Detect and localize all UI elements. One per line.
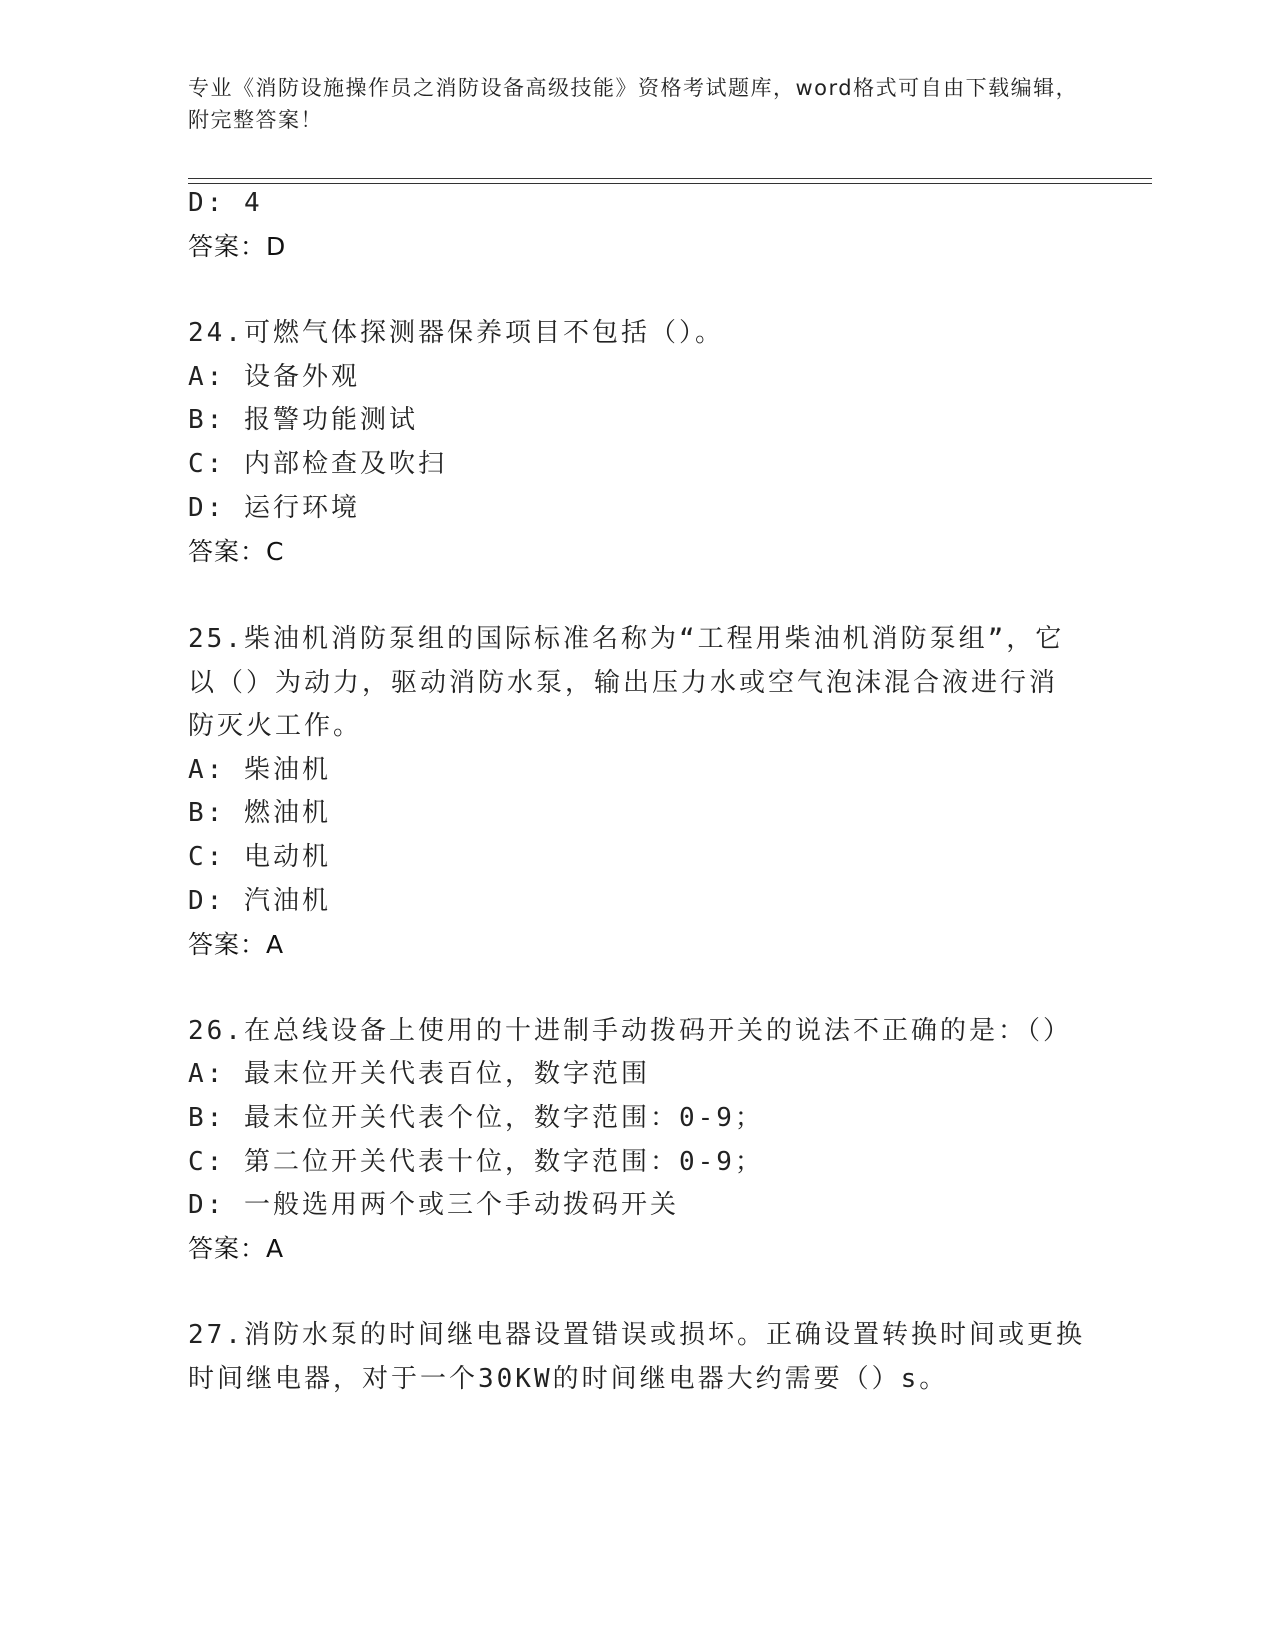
q25-option-d: D: 汽油机 [188, 886, 331, 916]
q25-stem-line-3: 防灭火工作。 [188, 711, 363, 741]
prev-answer: 答案：D [188, 232, 287, 261]
q25-stem-line-2: 以（）为动力，驱动消防水泵，输出压力水或空气泡沫混合液进行消 [188, 668, 1059, 698]
q25-option-b: B: 燃油机 [188, 798, 331, 828]
q26-option-a: A: 最末位开关代表百位，数字范围 [188, 1059, 650, 1089]
q25-stem-line-1: 25.柴油机消防泵组的国际标准名称为“工程用柴油机消防泵组”，它 [188, 624, 1065, 654]
q24-option-c: C: 内部检查及吹扫 [188, 449, 447, 479]
document-header: 专业《消防设施操作员之消防设备高级技能》资格考试题库，word格式可自由下载编辑，附完整答案！ [188, 76, 1079, 132]
q26-answer: 答案：A [188, 1234, 285, 1263]
header-rule-top [188, 178, 1152, 179]
q26-option-b: B: 最末位开关代表个位，数字范围：0-9； [188, 1103, 764, 1133]
q25-option-a: A: 柴油机 [188, 755, 331, 785]
q25-option-c: C: 电动机 [188, 842, 331, 872]
header-rule-bottom [188, 183, 1152, 184]
q25-answer: 答案：A [188, 930, 285, 959]
q27-stem-line-1: 27.消防水泵的时间继电器设置错误或损坏。正确设置转换时间或更换 [188, 1320, 1085, 1350]
q26-stem: 26.在总线设备上使用的十进制手动拨码开关的说法不正确的是：（） [188, 1016, 1072, 1046]
q24-option-a: A: 设备外观 [188, 362, 360, 392]
q27-stem-line-2: 时间继电器，对于一个30KW的时间继电器大约需要（）s。 [188, 1364, 949, 1394]
q26-option-d: D: 一般选用两个或三个手动拨码开关 [188, 1190, 679, 1220]
q24-option-d: D: 运行环境 [188, 493, 360, 523]
prev-option-d: D: 4 [188, 188, 263, 218]
q24-stem: 24.可燃气体探测器保养项目不包括（）。 [188, 318, 724, 348]
q24-answer: 答案：C [188, 537, 285, 566]
q26-option-c: C: 第二位开关代表十位，数字范围：0-9； [188, 1147, 764, 1177]
q24-option-b: B: 报警功能测试 [188, 405, 418, 435]
